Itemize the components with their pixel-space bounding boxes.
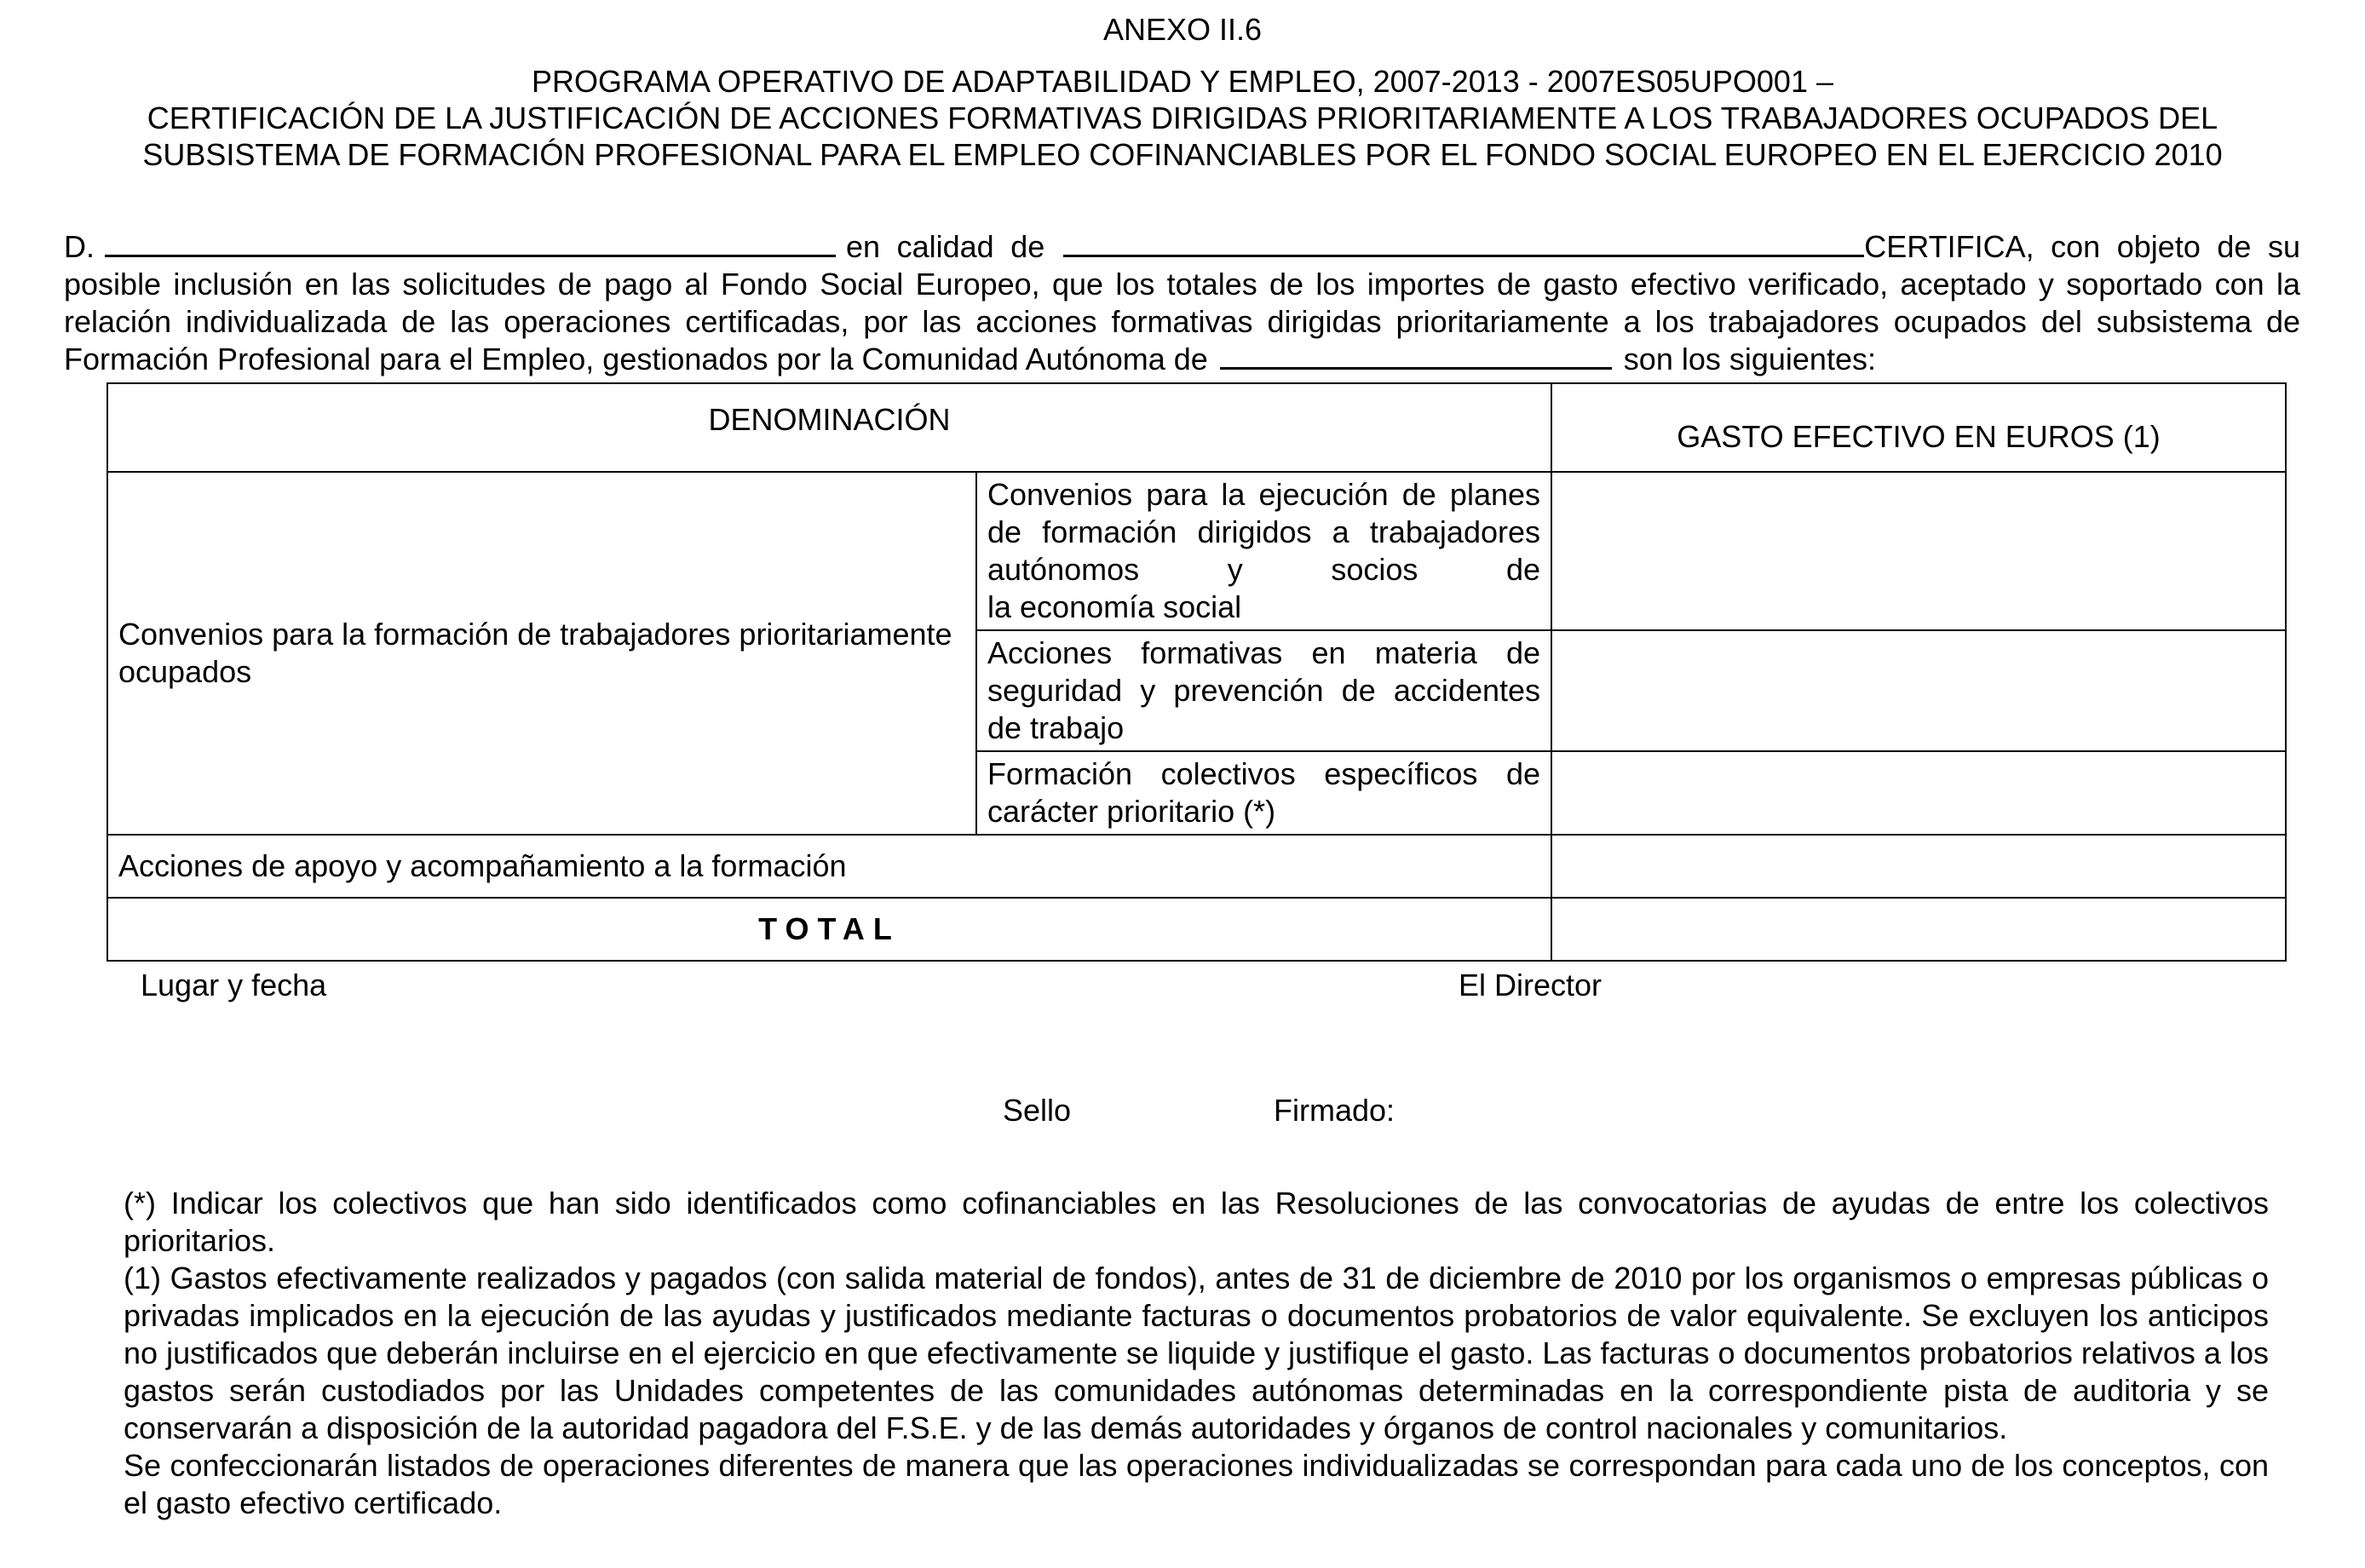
director-label: El Director <box>1459 968 1603 1002</box>
document-title <box>34 63 2331 173</box>
footnote-1: (1) Gastos efectivamente realizados y pagados (con salida material de fondos), antes de 31 de diciembre de 2010 por los organismos o empresas públicas o privadas implicados en la ejecución de las ayudas y justificados mediante facturas o documentos probatorios de valor equivalente. Se excluyen los anticipos no justificados que deberán incluirse en el ejercicio en que efectivamente se liquide y justifique el gasto. Las facturas o documentos probatorios relativos a los gastos serán custodiados por las Unidades competentes de las comunidades autónomas determinadas en la correspondiente pista de auditoria y se conservarán a disposición de la autoridad pagadora del F.S.E. y de las demás autoridades y órganos de control nacionales y comunitarios. <box>124 1261 2269 1445</box>
place-date-label: Lugar y fecha <box>141 968 327 1002</box>
header-denomination: DENOMINACIÓN <box>107 383 1551 472</box>
capacity-blank-field[interactable] <box>1063 229 1864 257</box>
subcategory-self-employed-text: Convenios para la ejecución de planes de formación dirigidos a trabajadores autónomos y socios de <box>987 477 1541 587</box>
signed-label: Firmado: <box>1274 1093 1395 1128</box>
cert-in-capacity: en calidad de <box>846 229 1045 264</box>
footnote-asterisk: (*) Indicar los colectivos que han sido identificados como cofinanciables en las Resoluciones de las convocatorias de ayudas de entre los colectivos prioritarios. <box>124 1186 2269 1258</box>
certification-paragraph <box>64 228 2300 378</box>
subcategory-safety <box>976 630 1551 751</box>
amount-cell-priority-groups[interactable] <box>1551 751 2286 835</box>
name-blank-field[interactable] <box>105 229 836 257</box>
subcategory-self-employed <box>976 472 1551 630</box>
support-actions: Acciones de apoyo y acompañamiento a la formación <box>107 835 1551 898</box>
subcategory-priority-groups <box>976 751 1551 835</box>
title-line-1: PROGRAMA OPERATIVO DE ADAPTABILIDAD Y EMPLEO, 2007-2013 - 2007ES05UPO001 – <box>531 64 1833 99</box>
title-line-2: CERTIFICACIÓN DE LA JUSTIFICACIÓN DE ACCIONES FORMATIVAS DIRIGIDAS PRIORITARIAMENTE A LOS TRABAJADORES OCUPADOS DEL <box>147 101 2218 135</box>
subcategory-priority-text-end: carácter prioritario (*) <box>987 794 1276 829</box>
header-amount: GASTO EFECTIVO EN EUROS (1) <box>1551 383 2286 472</box>
category-agreements: Convenios para la formación de trabajadores prioritariamente ocupados <box>107 472 976 835</box>
cert-suffix: son los siguientes: <box>1623 342 1876 376</box>
amount-cell-support[interactable] <box>1551 835 2286 898</box>
cert-prefix: D. <box>64 229 95 264</box>
cert-body: CERTIFICA, con objeto de su posible inclusión en las solicitudes de pago al Fondo Social Europeo, que los totales de los importes de gasto efectivo verificado, aceptado y soportado con la relación individualizada de las operaciones certificadas, por las acciones formativas dirigidas prioritariamente a los trabajadores ocupados del subsistema de Formación Profesional para el Empleo, gestionados por la Comunidad Autónoma de <box>64 229 2300 376</box>
subcategory-safety-text-end: de trabajo <box>987 710 1125 745</box>
title-line-3: SUBSISTEMA DE FORMACIÓN PROFESIONAL PARA EL EMPLEO COFINANCIABLES POR EL FONDO SOCIAL EUROPEO EN EL EJERCICIO 2010 <box>142 137 2223 172</box>
annex-label: ANEXO II.6 <box>1102 12 1263 47</box>
footnotes <box>124 1185 2269 1522</box>
expense-table <box>106 382 2287 962</box>
subcategory-safety-text: Acciones formativas en materia de seguridad y prevención de accidentes <box>987 635 1541 708</box>
region-blank-field[interactable] <box>1220 342 1612 370</box>
amount-cell-safety[interactable] <box>1551 630 2286 751</box>
subcategory-priority-text: Formación colectivos específicos de <box>987 756 1541 791</box>
amount-cell-total[interactable] <box>1551 898 2286 961</box>
footnote-listings: Se confeccionarán listados de operaciones diferentes de manera que las operaciones individualizadas se correspondan para cada uno de los conceptos, con el gasto efectivo certificado. <box>124 1448 2269 1520</box>
amount-cell-self-employed[interactable] <box>1551 472 2286 630</box>
subcategory-self-employed-text-end: la economía social <box>987 589 1242 624</box>
total-label: TOTAL <box>107 898 1551 961</box>
stamp-label: Sello <box>1003 1093 1072 1128</box>
